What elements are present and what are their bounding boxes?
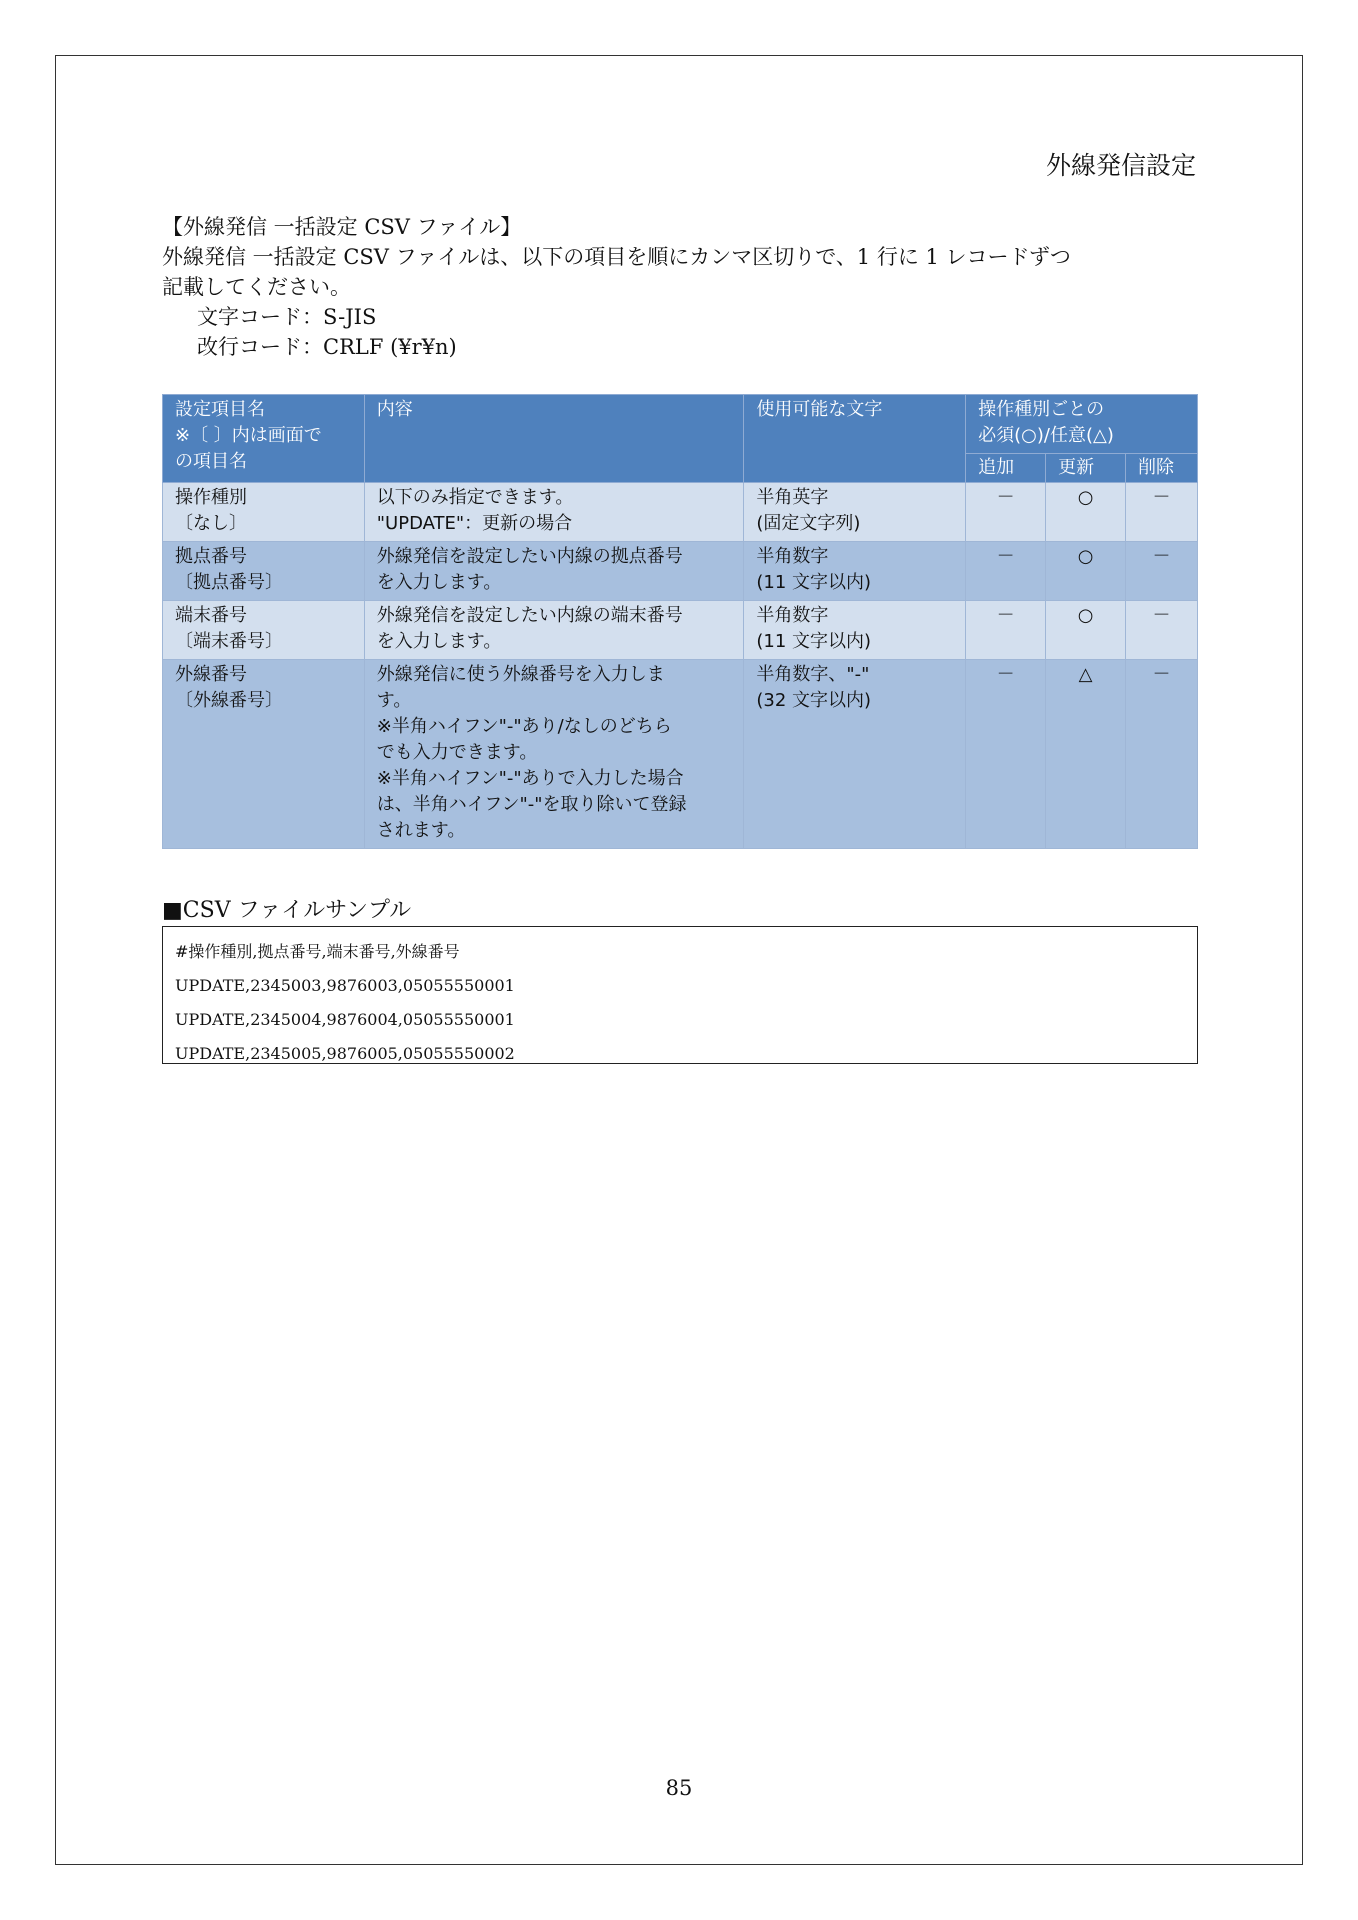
page-header-title: 外線発信設定 (1045, 151, 1196, 180)
delete-cell: － (1126, 601, 1198, 660)
csv-sample-box (162, 926, 1198, 1064)
content-cell: 外線発信を設定したい内線の拠点番号 を入力します。 (364, 542, 744, 601)
csv-sample-line: UPDATE,2345004,9876004,05055550001 (175, 1010, 515, 1029)
header-update: 更新 (1046, 454, 1126, 483)
delete-cell: － (1126, 660, 1198, 849)
intro-text-line-2: 記載してください。 (162, 275, 351, 299)
table-row (163, 483, 1198, 542)
update-cell: △ (1046, 660, 1126, 849)
add-cell: － (966, 542, 1046, 601)
settings-table (162, 394, 1198, 849)
section-heading: 【外線発信 一括設定 CSV ファイル】 (162, 215, 522, 239)
add-cell: － (966, 601, 1046, 660)
update-cell: ○ (1046, 483, 1126, 542)
content-cell: 外線発信を設定したい内線の端末番号 を入力します。 (364, 601, 744, 660)
intro-section (162, 212, 1198, 362)
table-row (163, 542, 1198, 601)
item-name-cell: 拠点番号 〔拠点番号〕 (163, 542, 365, 601)
header-add: 追加 (966, 454, 1046, 483)
update-cell: ○ (1046, 542, 1126, 601)
header-item-name: 設定項目名 ※〔 〕内は画面で の項目名 (163, 395, 365, 483)
header-content: 内容 (364, 395, 744, 483)
content-cell: 以下のみ指定できます。 "UPDATE"：更新の場合 (364, 483, 744, 542)
table-row (163, 601, 1198, 660)
chars-cell: 半角数字、"-" (32 文字以内) (744, 660, 966, 849)
delete-cell: － (1126, 483, 1198, 542)
intro-text-line-1: 外線発信 一括設定 CSV ファイルは、以下の項目を順にカンマ区切りで、1 行に 1 レコードずつ (162, 245, 1071, 269)
add-cell: － (966, 660, 1046, 849)
add-cell: － (966, 483, 1046, 542)
header-chars: 使用可能な文字 (744, 395, 966, 483)
chars-cell: 半角数字 (11 文字以内) (744, 601, 966, 660)
update-cell: ○ (1046, 601, 1126, 660)
csv-sample-title: ■CSV ファイルサンプル (162, 898, 412, 923)
csv-sample-line: UPDATE,2345005,9876005,05055550002 (175, 1044, 515, 1063)
item-name-cell: 操作種別 〔なし〕 (163, 483, 365, 542)
header-operation: 操作種別ごとの 必須(○)/任意(△) (966, 395, 1198, 454)
header-delete: 削除 (1126, 454, 1198, 483)
csv-sample-line: #操作種別,拠点番号,端末番号,外線番号 (175, 942, 460, 961)
charset-note: 文字コード：S-JIS (197, 305, 377, 329)
content-cell: 外線発信に使う外線番号を入力しま す。 ※半角ハイフン"-"あり/なしのどちら でも入力できます。 ※半角ハイフン"-"ありで入力した場合 は、半角ハイフン"-"を取り除いて登録 されます。 (364, 660, 744, 849)
page-number: 85 (665, 1776, 693, 1800)
table-row (163, 660, 1198, 849)
chars-cell: 半角数字 (11 文字以内) (744, 542, 966, 601)
csv-sample-line: UPDATE,2345003,9876003,05055550001 (175, 976, 515, 995)
newline-note: 改行コード：CRLF (¥r¥n) (197, 335, 457, 359)
delete-cell: － (1126, 542, 1198, 601)
item-name-cell: 端末番号 〔端末番号〕 (163, 601, 365, 660)
item-name-cell: 外線番号 〔外線番号〕 (163, 660, 365, 849)
chars-cell: 半角英字 (固定文字列) (744, 483, 966, 542)
